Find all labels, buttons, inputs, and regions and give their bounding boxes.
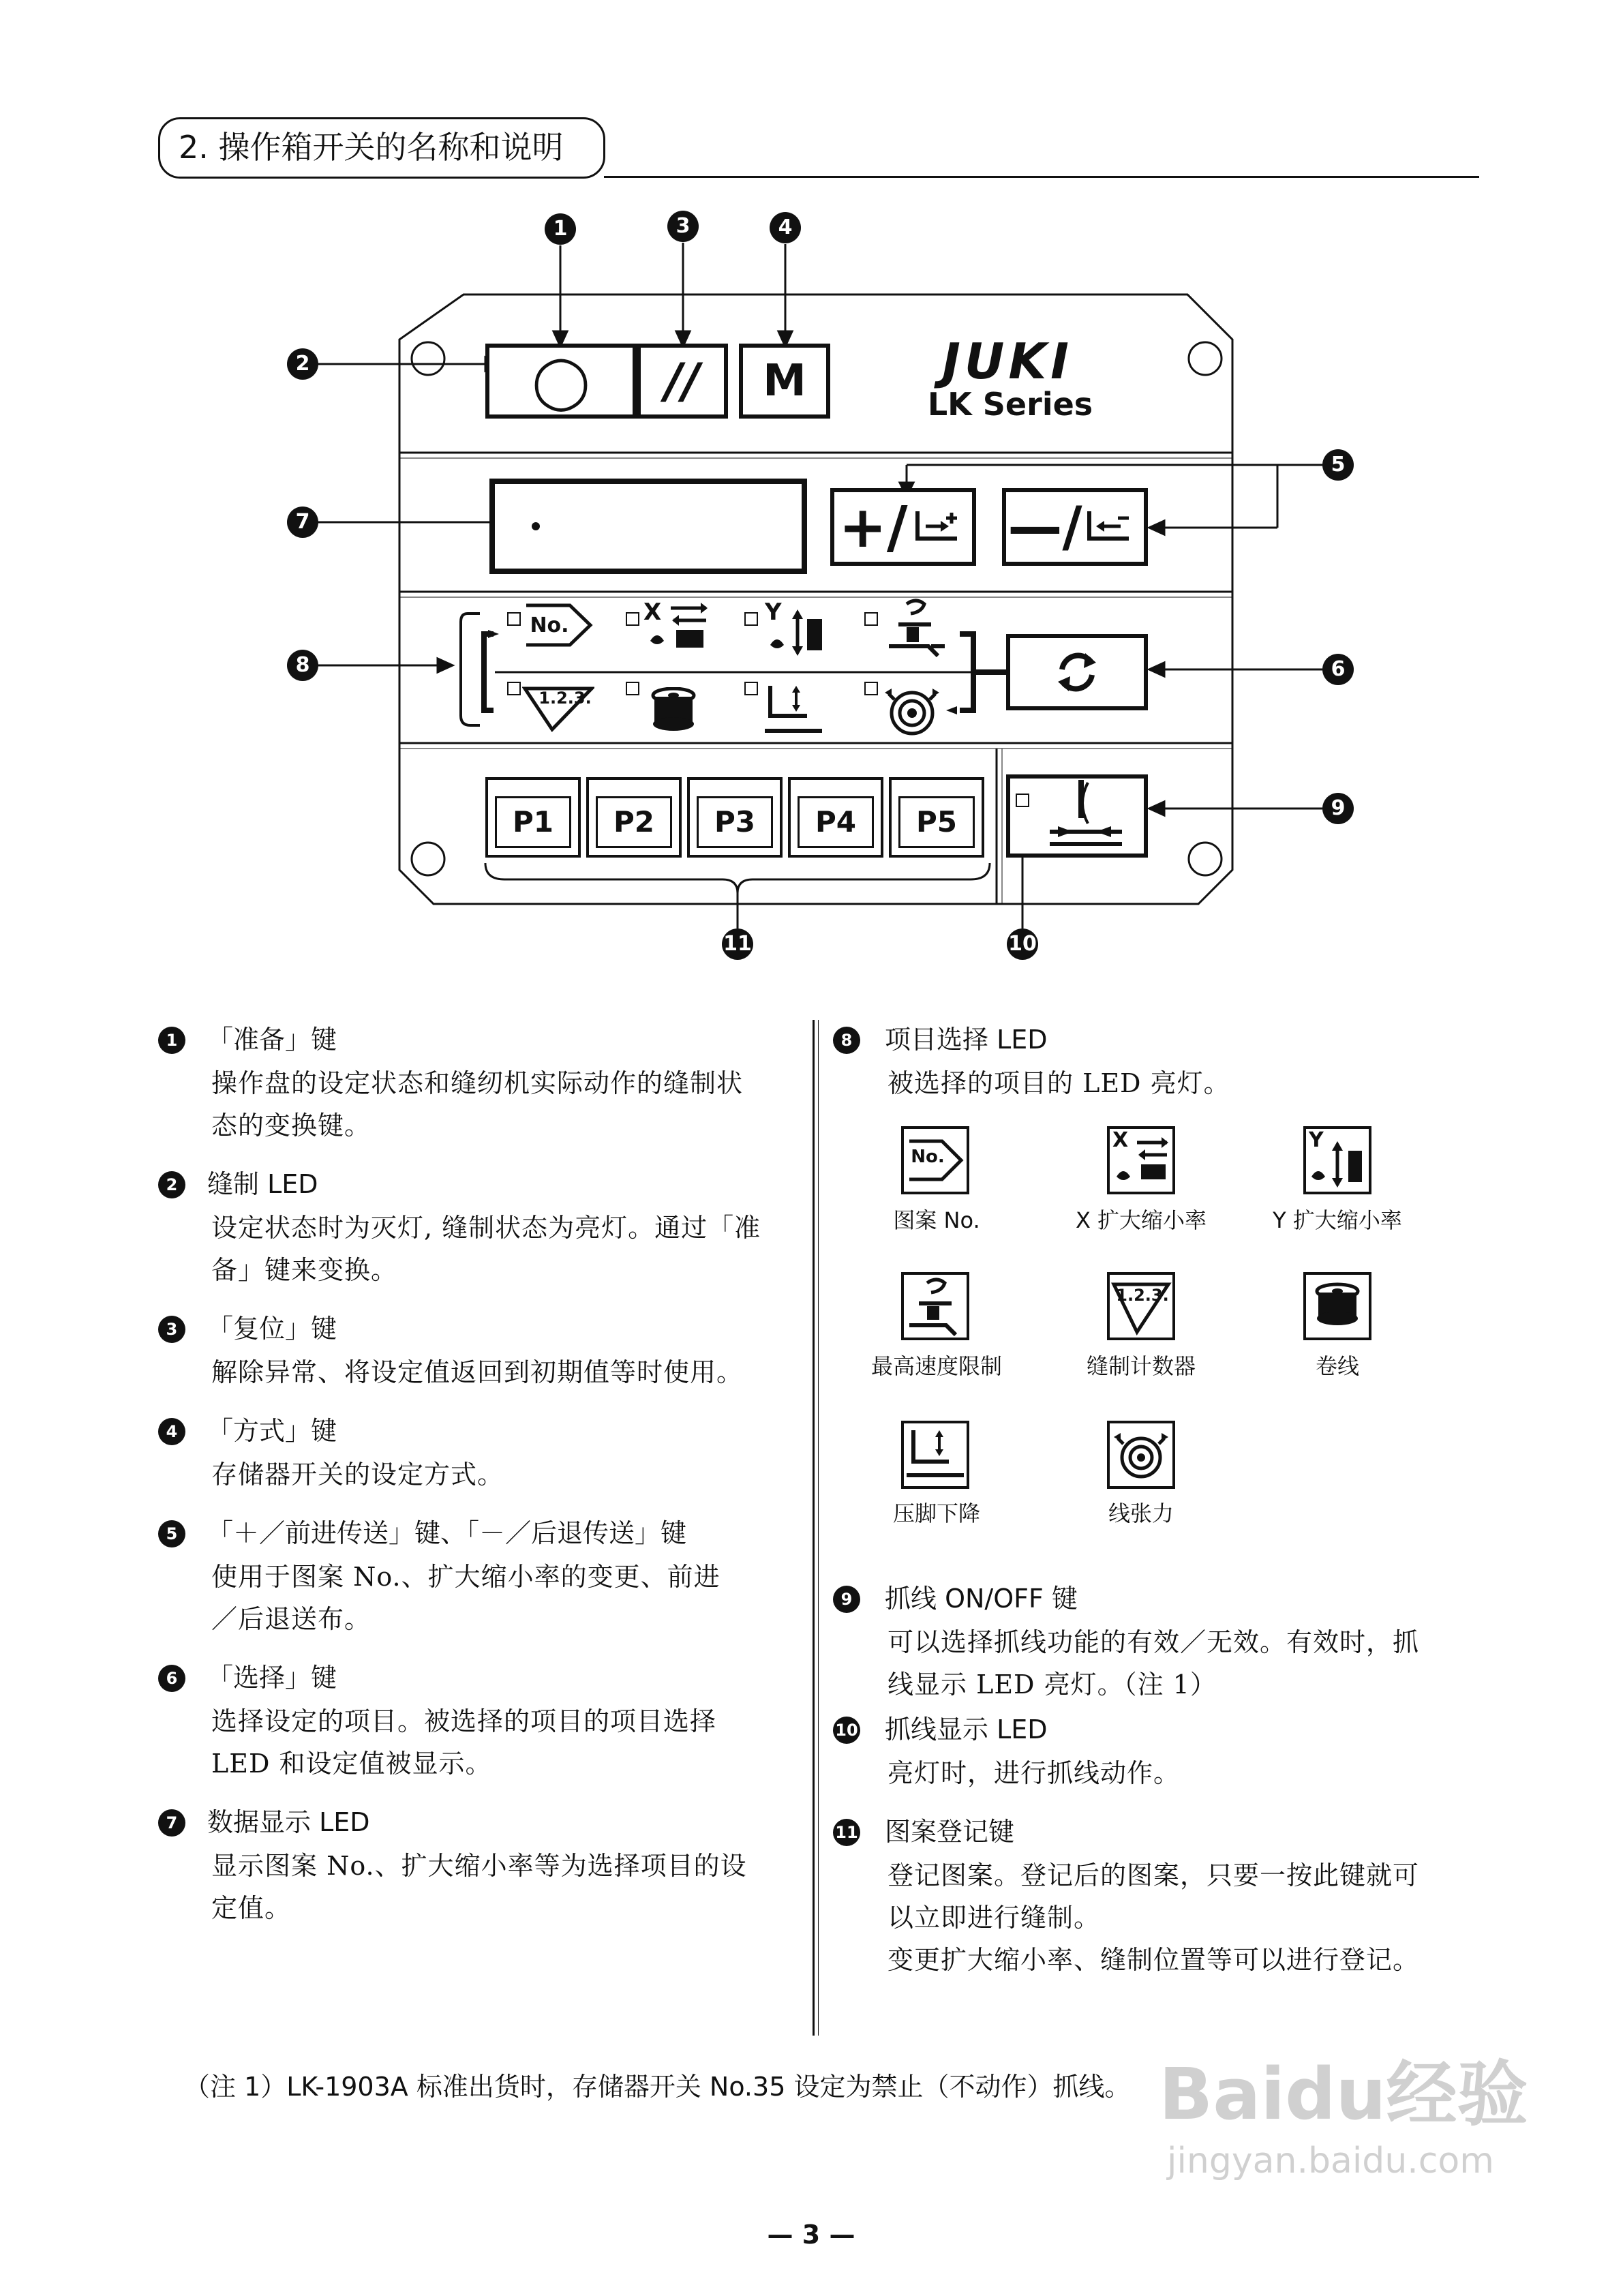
backward-feed-icon — [1085, 509, 1133, 545]
item-body-line: 可以选择抓线功能的有效／无效。有效时，抓 — [888, 1627, 1420, 1657]
footnote: （注 1）LK-1903A 标准出货时，存储器开关 No.35 设定为禁止（不动作）抓线。 — [184, 2072, 1131, 2102]
item-callout: 9 — [833, 1586, 860, 1613]
pattern-key-label: P2 — [613, 805, 654, 839]
callout-5: 5 — [1322, 449, 1354, 481]
item-callout: 10 — [833, 1717, 860, 1744]
item-body-line: ／后退送布。 — [211, 1604, 371, 1634]
winder-icon — [646, 687, 701, 732]
callout-11: 11 — [722, 928, 753, 960]
item-body-line: 变更扩大缩小率、缝制位置等可以进行登记。 — [888, 1945, 1420, 1975]
presser-down-icon — [765, 682, 822, 739]
mode-key-label: M — [763, 356, 806, 406]
pattern-key-p5[interactable] — [889, 777, 984, 858]
forward-feed-icon — [913, 509, 961, 545]
item-title: 项目选择 LED — [885, 1025, 1048, 1055]
item-title: 数据显示 LED — [207, 1807, 370, 1837]
legend-caption: 线张力 — [1108, 1500, 1174, 1526]
item-callout: 6 — [158, 1665, 185, 1692]
pattern-key-p4[interactable] — [788, 777, 883, 858]
plus-key-symbol: +/ — [838, 494, 908, 560]
legend-caption: Y 扩大缩小率 — [1273, 1207, 1402, 1233]
item-callout: 5 — [158, 1520, 185, 1547]
led-pattern-no — [507, 612, 521, 626]
item-callout: 2 — [158, 1171, 185, 1198]
callout-4: 4 — [770, 212, 801, 243]
legend-max-speed-icon — [901, 1272, 969, 1340]
screw-hole — [1189, 342, 1222, 375]
led-counter — [507, 682, 521, 695]
pattern-key-label: P3 — [714, 805, 755, 839]
item-body-line: 解除异常、将设定值返回到初期值等时使用。 — [211, 1357, 744, 1387]
item-body-line: 设定状态时为灭灯, 缝制状态为亮灯。通过「准 — [211, 1213, 761, 1243]
legend-winder-icon — [1303, 1272, 1371, 1340]
item-body-line: 操作盘的设定状态和缝纫机实际动作的缝制状 — [211, 1068, 744, 1098]
item-body-line: 选择设定的项目。被选择的项目的项目选择 — [211, 1706, 717, 1736]
legend-caption: 图案 No. — [893, 1207, 980, 1233]
legend-pattern-no-glyph: No. — [911, 1147, 945, 1167]
screw-hole — [412, 342, 444, 375]
page-number: — 3 — — [767, 2220, 855, 2250]
item-callout: 8 — [833, 1027, 860, 1054]
led-presser-down — [744, 682, 758, 695]
callout-1: 1 — [545, 213, 576, 245]
legend-caption: 缝制计数器 — [1086, 1353, 1196, 1379]
item-body-line: 亮灯时，进行抓线动作。 — [888, 1758, 1181, 1788]
item-body-line: 使用于图案 No.、扩大缩小率的变更、前进 — [211, 1562, 721, 1592]
max-speed-icon — [886, 597, 947, 659]
callout-7: 7 — [287, 507, 318, 538]
thread-clamp-icon — [1046, 777, 1127, 854]
item-body-line: 备」键来变换。 — [211, 1255, 398, 1285]
section-heading: 2. 操作箱开关的名称和说明 — [179, 129, 564, 166]
pattern-key-p2[interactable] — [586, 777, 682, 858]
pattern-key-label: P1 — [512, 805, 553, 839]
item-body-line: 登记图案。登记后的图案，只要一按此键就可 — [888, 1860, 1420, 1890]
led-thread-tension — [864, 682, 878, 695]
led-x-scale — [626, 612, 639, 626]
watermark-url: jingyan.baidu.com — [1167, 2141, 1494, 2181]
thread-clamp-led — [1016, 794, 1029, 807]
x-scale-text: X — [643, 599, 662, 626]
legend-x-glyph: X — [1112, 1128, 1129, 1152]
juki-logo: JUKI — [942, 333, 1073, 390]
reset-key-symbol: // — [665, 353, 700, 409]
item-callout: 11 — [833, 1819, 860, 1846]
item-callout: 1 — [158, 1027, 185, 1054]
select-icon — [1050, 646, 1104, 698]
callout-10: 10 — [1007, 928, 1038, 960]
item-body-line: 态的变换键。 — [211, 1111, 371, 1141]
x-scale-icon — [643, 600, 709, 657]
item-title: 抓线 ON/OFF 键 — [885, 1584, 1078, 1614]
item-title: 图案登记键 — [885, 1817, 1015, 1847]
counter-text: 1.2.3. — [539, 689, 592, 708]
pattern-key-label: P5 — [915, 805, 957, 839]
y-scale-text: Y — [765, 599, 782, 626]
pattern-key-p1[interactable] — [485, 777, 581, 858]
callout-3: 3 — [667, 211, 699, 242]
item-title: 「选择」键 — [207, 1663, 337, 1693]
minus-key-symbol: —/ — [1007, 495, 1082, 558]
screw-hole — [1189, 843, 1222, 875]
legend-caption: 最高速度限制 — [870, 1353, 1002, 1379]
led-y-scale — [744, 612, 758, 626]
y-scale-icon — [763, 600, 829, 657]
screw-hole — [412, 843, 444, 875]
column-divider — [818, 1020, 819, 2036]
display-dot — [532, 522, 540, 530]
baidu-watermark: Baidu经验 — [1159, 2053, 1528, 2136]
series-label: LK Series — [927, 386, 1093, 423]
led-winder — [626, 682, 639, 695]
callout-6: 6 — [1322, 654, 1354, 685]
legend-caption: X 扩大缩小率 — [1075, 1207, 1207, 1233]
item-title: 「准备」键 — [207, 1025, 337, 1055]
ready-key-symbol: ◯ — [532, 350, 590, 411]
legend-counter-icon — [1107, 1272, 1175, 1340]
item-body-line: LED 和设定值被显示。 — [211, 1749, 492, 1779]
column-divider — [813, 1020, 815, 2036]
item-title: 「方式」键 — [207, 1416, 337, 1446]
item-title: 「＋／前进传送」键、「－／后退传送」键 — [207, 1518, 687, 1548]
item-title: 抓线显示 LED — [885, 1715, 1048, 1744]
item-body-line: 定值。 — [211, 1893, 292, 1923]
legend-caption: 卷线 — [1315, 1353, 1359, 1379]
callout-9: 9 — [1322, 793, 1354, 824]
legend-thread-tension-icon — [1107, 1421, 1175, 1489]
item-body-line: 显示图案 No.、扩大缩小率等为选择项目的设 — [211, 1851, 747, 1881]
item-callout: 3 — [158, 1316, 185, 1343]
item-body-line: 被选择的项目的 LED 亮灯。 — [888, 1068, 1230, 1098]
pattern-key-label: P4 — [815, 805, 856, 839]
callout-8: 8 — [287, 650, 318, 681]
led-max-speed — [864, 612, 878, 626]
legend-y-glyph: Y — [1309, 1128, 1324, 1152]
item-body-line: 线显示 LED 亮灯。（注 1） — [888, 1670, 1217, 1700]
item-body-line: 存储器开关的设定方式。 — [211, 1460, 504, 1490]
pattern-key-p3[interactable] — [687, 777, 783, 858]
item-title: 「复位」键 — [207, 1314, 337, 1344]
item-callout: 7 — [158, 1809, 185, 1837]
item-callout: 4 — [158, 1418, 185, 1445]
legend-presser-down-icon — [901, 1421, 969, 1489]
callout-2: 2 — [287, 348, 318, 380]
legend-caption: 压脚下降 — [892, 1500, 980, 1526]
legend-counter-glyph: 1.2.3. — [1116, 1286, 1169, 1305]
thread-tension-icon — [885, 682, 942, 739]
pattern-no-text: No. — [530, 614, 569, 637]
item-title: 缝制 LED — [207, 1169, 318, 1199]
item-body-line: 以立即进行缝制。 — [888, 1903, 1101, 1933]
